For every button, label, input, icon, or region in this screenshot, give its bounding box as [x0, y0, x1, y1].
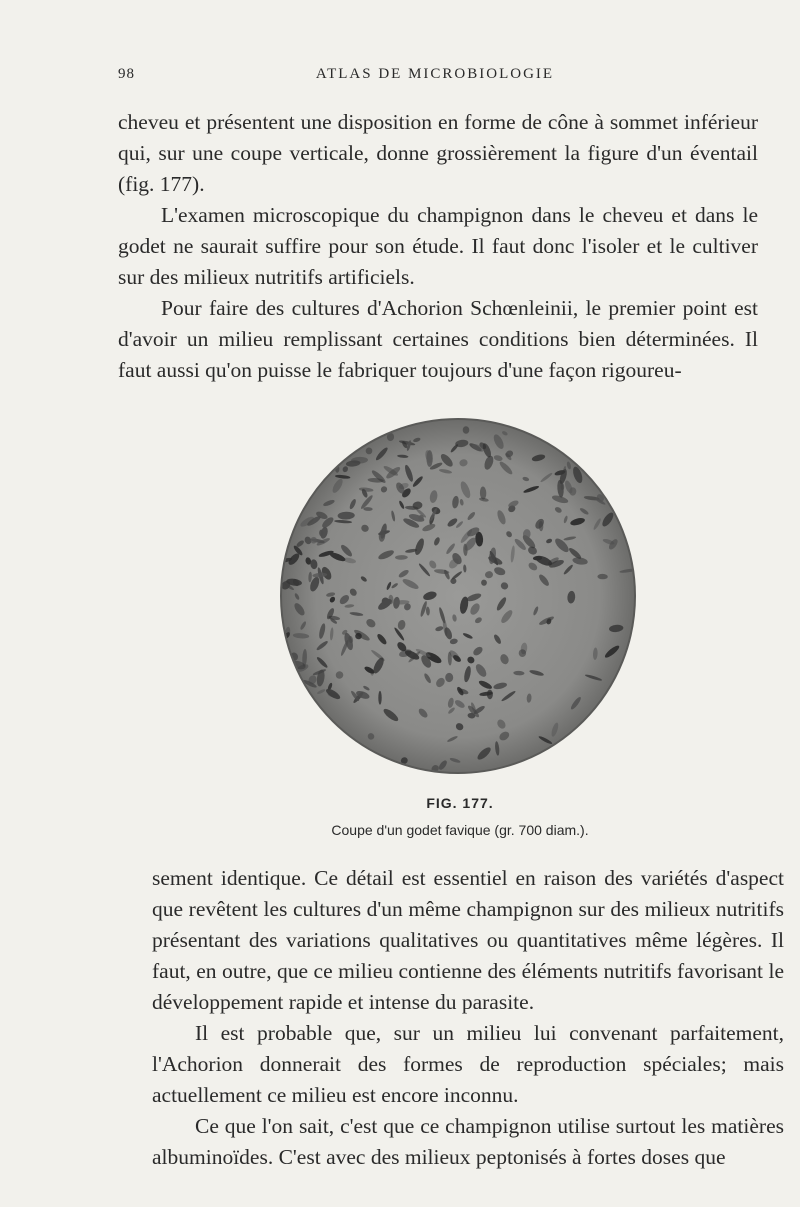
paragraph: Pour faire des cultures d'Achorion Schœnleinii, le premier point est d'avoir un milieu remplissant certaines conditions bien déterminées. Il faut aussi qu'on puisse le fabriquer toujours d'une façon rigoureu-	[118, 296, 758, 382]
page-number: 98	[118, 66, 135, 82]
text-block-top	[118, 107, 758, 386]
text-block-bottom	[152, 863, 784, 1173]
micrograph-figure	[277, 415, 639, 777]
paragraph: L'examen microscopique du champignon dans le cheveu et dans le godet ne saurait suffire pour son étude. Il faut donc l'isoler et le cultiver sur des milieux nutritifs artificiels.	[118, 203, 758, 289]
filament-mark	[378, 691, 381, 705]
micrograph-image	[277, 415, 639, 777]
figure-caption: Coupe d'un godet favique (gr. 700 diam.).	[331, 822, 589, 838]
paragraph: Ce que l'on sait, c'est que ce champignon utilise surtout les matières albuminoïdes. C'est avec des milieux peptonisés à fortes doses que	[152, 1114, 784, 1169]
figure-label: FIG. 177.	[426, 795, 494, 811]
running-title: ATLAS DE MICROBIOLOGIE	[315, 66, 555, 82]
paragraph: Il est probable que, sur un milieu lui convenant parfaitement, l'Achorion donnerait des formes de reproduction spéciales; mais actuellement ce milieu est encore inconnu.	[152, 1021, 784, 1107]
paragraph: sement identique. Ce détail est essentiel en raison des variétés d'aspect que revêtent les cultures d'un même champignon sur des milieux nutritifs présentant des variations qualitatives ou quantitatives même légères. Il faut, en outre, que ce milieu contienne des éléments nutritifs favorisant le développement rapide et intense du parasite.	[152, 866, 784, 1014]
paragraph: cheveu et présentent une disposition en forme de cône à sommet inférieur qui, sur une coupe verticale, donne grossièrement la figure d'un éventail (fig. 177).	[118, 110, 758, 196]
page-header	[118, 66, 752, 90]
